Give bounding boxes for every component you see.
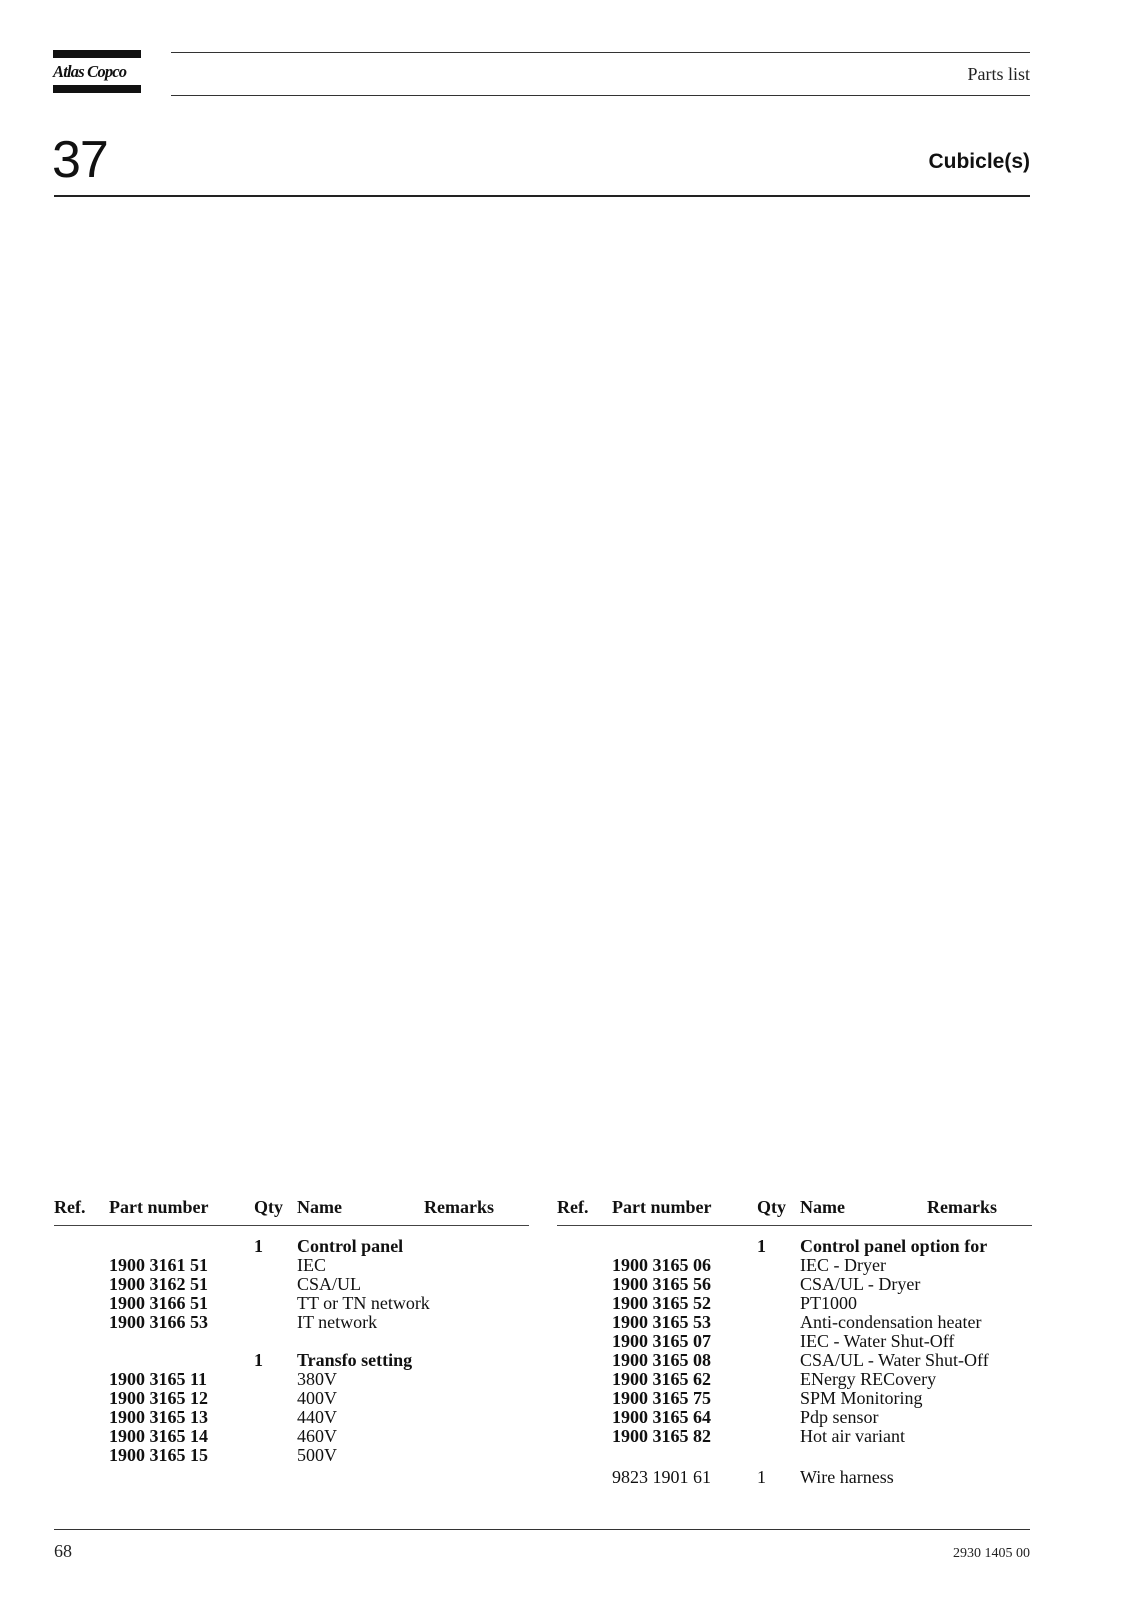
table-row [54, 1370, 529, 1389]
part-number-cell: 1900 3161 51 [109, 1255, 208, 1275]
part-number-cell: 1900 3165 14 [109, 1426, 208, 1446]
page-number: 68 [54, 1541, 72, 1561]
table-row [557, 1237, 1032, 1256]
footer-rule [54, 1529, 1030, 1530]
part-number-cell: 1900 3165 13 [109, 1407, 208, 1427]
table-row [54, 1427, 529, 1446]
name-cell: 460V [297, 1426, 337, 1446]
part-number-cell: 1900 3165 62 [612, 1369, 711, 1389]
header-part-number: Part number [109, 1197, 209, 1217]
section-rule [54, 195, 1030, 197]
table-body [54, 1237, 529, 1465]
name-cell: IEC - Water Shut-Off [800, 1331, 955, 1351]
table-row [557, 1408, 1032, 1427]
table-row [557, 1389, 1032, 1408]
header-name: Name [800, 1197, 845, 1217]
name-cell: CSA/UL - Dryer [800, 1274, 921, 1294]
table-row [54, 1275, 529, 1294]
logo-bar-bottom [53, 85, 141, 93]
name-cell: IT network [297, 1312, 378, 1332]
name-cell: Hot air variant [800, 1426, 905, 1446]
table-row [54, 1389, 529, 1408]
name-cell: PT1000 [800, 1293, 858, 1313]
name-cell: IEC [297, 1255, 326, 1275]
name-cell: Pdp sensor [800, 1407, 879, 1427]
document-number: 2930 1405 00 [953, 1546, 1030, 1561]
header-name: Name [297, 1197, 342, 1217]
qty-cell: 1 [757, 1236, 766, 1256]
part-number-cell: 1900 3165 82 [612, 1426, 711, 1446]
part-number-cell: 1900 3165 64 [612, 1407, 711, 1427]
table-row [557, 1427, 1032, 1446]
logo-bar-top [53, 50, 141, 58]
part-number-cell: 1900 3165 56 [612, 1274, 711, 1294]
name-cell: Anti-condensation heater [800, 1312, 982, 1332]
part-number-cell: 9823 1901 61 [612, 1467, 711, 1487]
table-row [54, 1237, 529, 1256]
name-cell: Wire harness [800, 1467, 894, 1487]
document-type: Parts list [967, 64, 1030, 84]
atlas-copco-logo [53, 50, 141, 95]
table-row [557, 1370, 1032, 1389]
name-cell: CSA/UL [297, 1274, 362, 1294]
table-row [54, 1446, 529, 1465]
table-header [557, 1197, 1032, 1226]
table-row [557, 1351, 1032, 1370]
name-cell: 500V [297, 1445, 337, 1465]
table-row [557, 1468, 1032, 1487]
section-number: 37 [52, 131, 108, 189]
logo-wordmark: Atlas Copco [53, 62, 127, 81]
qty-cell: 1 [757, 1467, 766, 1487]
part-number-cell: 1900 3165 08 [612, 1350, 711, 1370]
name-cell: IEC - Dryer [800, 1255, 886, 1275]
header-ref: Ref. [557, 1197, 589, 1217]
header-qty: Qty [757, 1197, 786, 1217]
name-cell: SPM Monitoring [800, 1388, 923, 1408]
table-body [557, 1237, 1032, 1487]
part-number-cell: 1900 3166 51 [109, 1293, 208, 1313]
table-row [557, 1313, 1032, 1332]
table-row [54, 1408, 529, 1427]
header-remarks: Remarks [927, 1197, 997, 1217]
name-cell: CSA/UL - Water Shut-Off [800, 1350, 989, 1370]
header-part-number: Part number [612, 1197, 712, 1217]
header-rule-bottom [171, 95, 1030, 96]
header-remarks: Remarks [424, 1197, 494, 1217]
name-cell: ENergy RECovery [800, 1369, 937, 1389]
header-qty: Qty [254, 1197, 283, 1217]
qty-cell: 1 [254, 1236, 263, 1256]
part-number-cell: 1900 3165 07 [612, 1331, 711, 1351]
table-row [54, 1256, 529, 1275]
table-row [557, 1275, 1032, 1294]
group-title: Control panel option for [800, 1236, 988, 1256]
parts-table-left [54, 1197, 529, 1465]
header-ref: Ref. [54, 1197, 86, 1217]
part-number-cell: 1900 3162 51 [109, 1274, 208, 1294]
group-title: Transfo setting [297, 1350, 413, 1370]
part-number-cell: 1900 3165 06 [612, 1255, 711, 1275]
table-row [557, 1332, 1032, 1351]
parts-table-right [557, 1197, 1032, 1487]
qty-cell: 1 [254, 1350, 263, 1370]
part-number-cell: 1900 3166 53 [109, 1312, 208, 1332]
part-number-cell: 1900 3165 15 [109, 1445, 208, 1465]
part-number-cell: 1900 3165 52 [612, 1293, 711, 1313]
table-row [54, 1351, 529, 1370]
part-number-cell: 1900 3165 12 [109, 1388, 208, 1408]
table-header [54, 1197, 529, 1226]
part-number-cell: 1900 3165 75 [612, 1388, 711, 1408]
table-row [54, 1313, 529, 1332]
name-cell: 440V [297, 1407, 337, 1427]
header-rule-top [171, 52, 1030, 53]
table-row [557, 1256, 1032, 1275]
name-cell: 400V [297, 1388, 337, 1408]
name-cell: TT or TN network [297, 1293, 430, 1313]
table-row [557, 1294, 1032, 1313]
name-cell: 380V [297, 1369, 337, 1389]
part-number-cell: 1900 3165 11 [109, 1369, 208, 1389]
group-title: Control panel [297, 1236, 404, 1256]
section-title: Cubicle(s) [928, 150, 1030, 173]
part-number-cell: 1900 3165 53 [612, 1312, 711, 1332]
table-row [54, 1294, 529, 1313]
